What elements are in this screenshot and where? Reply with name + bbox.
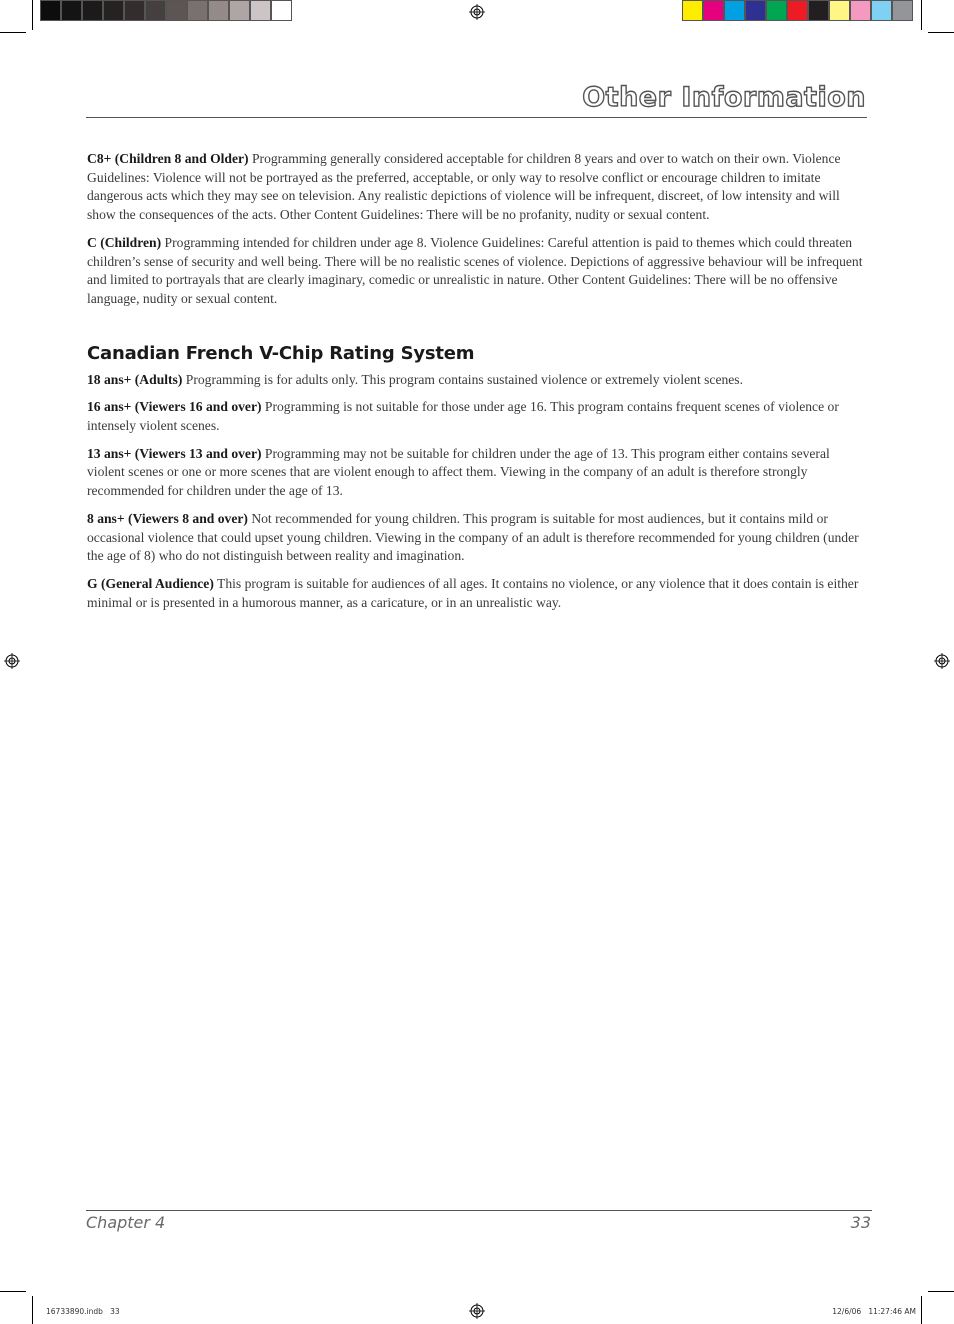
color-swatch	[682, 0, 703, 21]
footer-chapter: Chapter 4	[86, 1213, 166, 1232]
color-swatch	[61, 0, 82, 21]
color-swatch	[724, 0, 745, 21]
rating-term: 8 ans+ (Viewers 8 and over)	[87, 510, 248, 526]
grayscale-color-bar	[40, 0, 292, 22]
rating-term: C8+ (Children 8 and Older)	[87, 151, 249, 166]
color-swatch	[871, 0, 892, 21]
crop-mark	[32, 0, 33, 30]
registration-mark-icon	[469, 1303, 485, 1319]
color-swatch	[229, 0, 250, 21]
color-swatch	[187, 0, 208, 21]
rating-paragraph	[87, 234, 867, 309]
page-number: 33	[850, 1213, 871, 1232]
rating-description: Programming intended for children under age 8. Violence Guidelines: Careful attention is paid to themes which could threaten children’s sense of security and well being. There will be no realistic scenes of violence. Depictions of aggressive behaviour will be infrequent and limited to portrayals that are clearly imaginary, comedic or unrealistic in nature. Other Content Guidelines: There will be no offensive language, nudity or sexual content.	[87, 234, 863, 306]
rating-term: 18 ans+ (Adults)	[87, 371, 183, 387]
rating-description: Not recommended for young children. This program is suitable for most audiences, but it contains mild or occasional violence that could upset young children. Viewing in the company of an adult is therefore recommended for young children (under the age of 8) who do not distinguish between reality and imagination.	[87, 510, 859, 564]
rating-description: This program is suitable for audiences of all ages. It contains no violence, or any violence that it does contain is either minimal or is presented in a humorous manner, as a caricature, or in an unrealistic way.	[87, 575, 859, 610]
rating-paragraph	[87, 371, 867, 390]
rating-paragraph	[87, 150, 867, 225]
rating-description: Programming generally considered acceptable for children 8 years and over to watch on their own. Violence Guidelines: Violence will not be portrayed as the preferred, acceptable, or only way to resolve conflict or encourage children to imitate dangerous acts which they may see on television. Any realistic depictions of violence will be infrequent, discreet, of low intensity and will show the consequences of the acts. Other Content Guidelines: There will be no profanity, nudity or sexual content.	[87, 151, 841, 223]
rating-paragraph	[87, 575, 867, 612]
color-swatch	[250, 0, 271, 21]
main-content	[87, 150, 867, 621]
rating-description: Programming may not be suitable for children under the age of 13. This program either contains several violent scenes or one or more scenes that are violent enough to affect them. Viewing in the company of an adult is therefore strongly recommended for children under the age of 13.	[87, 445, 830, 499]
rating-description: Programming is for adults only. This program contains sustained violence or extremely violent scenes.	[182, 371, 743, 387]
crop-mark	[32, 1296, 33, 1324]
crop-mark	[928, 32, 954, 33]
print-slug-timestamp: 12/6/06 11:27:46 AM	[832, 1307, 916, 1316]
color-swatch	[787, 0, 808, 21]
rating-term: 13 ans+ (Viewers 13 and over)	[87, 445, 262, 461]
color-swatch	[850, 0, 871, 21]
color-swatch	[745, 0, 766, 21]
rating-term: C (Children)	[87, 234, 162, 250]
crop-mark	[921, 1296, 922, 1324]
print-slug-file: 16733890.indb 33	[46, 1307, 120, 1316]
color-swatch	[82, 0, 103, 21]
crop-mark	[0, 1291, 26, 1292]
rating-term: 16 ans+ (Viewers 16 and over)	[87, 399, 262, 415]
header-divider	[86, 117, 867, 118]
crop-mark	[928, 1291, 954, 1292]
color-swatch	[766, 0, 787, 21]
color-swatch	[145, 0, 166, 21]
color-swatch	[271, 0, 292, 21]
crop-mark	[0, 32, 26, 33]
section-heading: Canadian French V-Chip Rating System	[87, 342, 475, 364]
registration-mark-icon	[4, 653, 20, 669]
color-swatch	[40, 0, 61, 21]
crop-mark	[921, 0, 922, 30]
footer-divider	[86, 1210, 872, 1211]
registration-mark-icon	[934, 653, 950, 669]
color-swatch	[103, 0, 124, 21]
color-swatch	[892, 0, 913, 21]
process-color-bar	[682, 0, 913, 22]
color-swatch	[166, 0, 187, 21]
registration-mark-icon	[469, 4, 485, 20]
rating-description: Programming is not suitable for those under age 16. This program contains frequent scenes of violence or intensely violent scenes.	[87, 399, 839, 434]
page-title: Other Information	[582, 82, 866, 113]
color-swatch	[829, 0, 850, 21]
color-swatch	[124, 0, 145, 21]
color-swatch	[703, 0, 724, 21]
rating-paragraph	[87, 445, 867, 501]
color-swatch	[808, 0, 829, 21]
color-swatch	[208, 0, 229, 21]
rating-term: G (General Audience)	[87, 575, 214, 591]
rating-paragraph	[87, 510, 867, 566]
rating-paragraph	[87, 398, 867, 435]
